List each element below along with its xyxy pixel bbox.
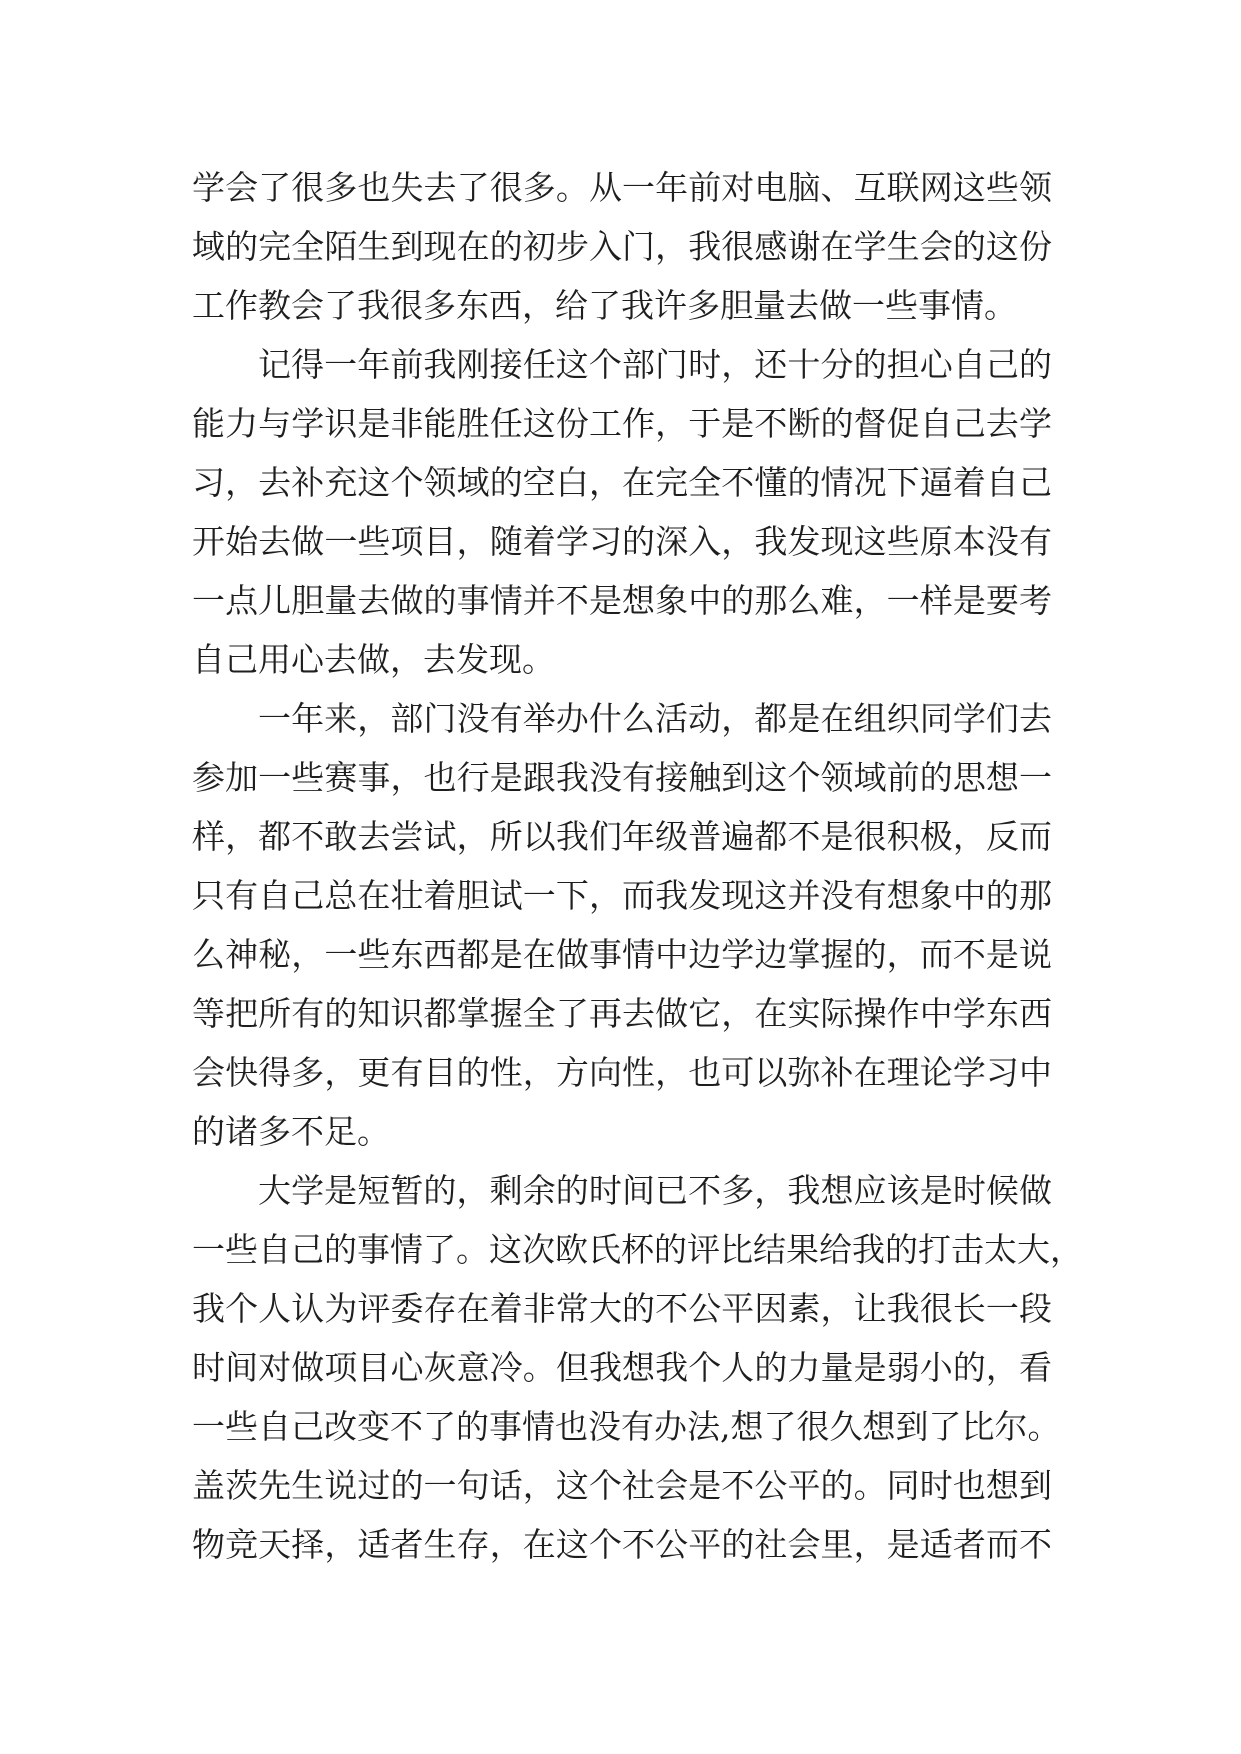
text-line: 习，去补充这个领域的空白，在完全不懂的情况下逼着自己 [192, 463, 1052, 502]
text-line: 会快得多，更有目的性，方向性，也可以弥补在理论学习中 [192, 1053, 1052, 1092]
text-line: 等把所有的知识都掌握全了再去做它，在实际操作中学东西 [192, 994, 1052, 1033]
text-line: 记得一年前我刚接任这个部门时，还十分的担心自己的 [258, 345, 1052, 384]
text-line: 一些自己的事情了。这次欧氏杯的评比结果给我的打击太大， [192, 1230, 1083, 1269]
text-line: 一年来，部门没有举办什么活动，都是在组织同学们去 [258, 699, 1052, 738]
text-line: 盖茨先生说过的一句话，这个社会是不公平的。同时也想到 [192, 1466, 1052, 1505]
text-line: 域的完全陌生到现在的初步入门，我很感谢在学生会的这份 [192, 227, 1052, 266]
text-line: 我个人认为评委存在着非常大的不公平因素，让我很长一段 [192, 1289, 1052, 1328]
text-line: 学会了很多也失去了很多。从一年前对电脑、互联网这些领 [192, 168, 1052, 207]
text-line: 样，都不敢去尝试，所以我们年级普遍都不是很积极，反而 [192, 817, 1052, 856]
text-line: 时间对做项目心灰意冷。但我想我个人的力量是弱小的，看 [192, 1348, 1052, 1387]
text-line: 一些自己改变不了的事情也没有办法,想了很久想到了比尔。 [192, 1407, 1061, 1446]
paragraph-3 [192, 689, 1052, 1161]
paragraph-4 [192, 1161, 1083, 1574]
text-line: 物竞天择，适者生存，在这个不公平的社会里，是适者而不 [192, 1525, 1052, 1564]
text-line: 只有自己总在壮着胆试一下，而我发现这并没有想象中的那 [192, 876, 1052, 915]
text-line: 开始去做一些项目，随着学习的深入，我发现这些原本没有 [192, 522, 1052, 561]
text-line: 么神秘，一些东西都是在做事情中边学边掌握的，而不是说 [192, 935, 1052, 974]
text-line: 大学是短暂的，剩余的时间已不多，我想应该是时候做 [258, 1171, 1052, 1210]
paragraph-1 [192, 158, 1052, 335]
text-line: 一点儿胆量去做的事情并不是想象中的那么难，一样是要考 [192, 581, 1052, 620]
text-line: 能力与学识是非能胜任这份工作，于是不断的督促自己去学 [192, 404, 1052, 443]
paragraph-2 [192, 335, 1052, 689]
text-line: 自己用心去做，去发现。 [192, 640, 555, 679]
body-text [192, 158, 1083, 1574]
text-line: 的诸多不足。 [192, 1112, 390, 1151]
text-line: 工作教会了我很多东西，给了我许多胆量去做一些事情。 [192, 286, 1017, 325]
text-line: 参加一些赛事，也行是跟我没有接触到这个领域前的思想一 [192, 758, 1052, 797]
